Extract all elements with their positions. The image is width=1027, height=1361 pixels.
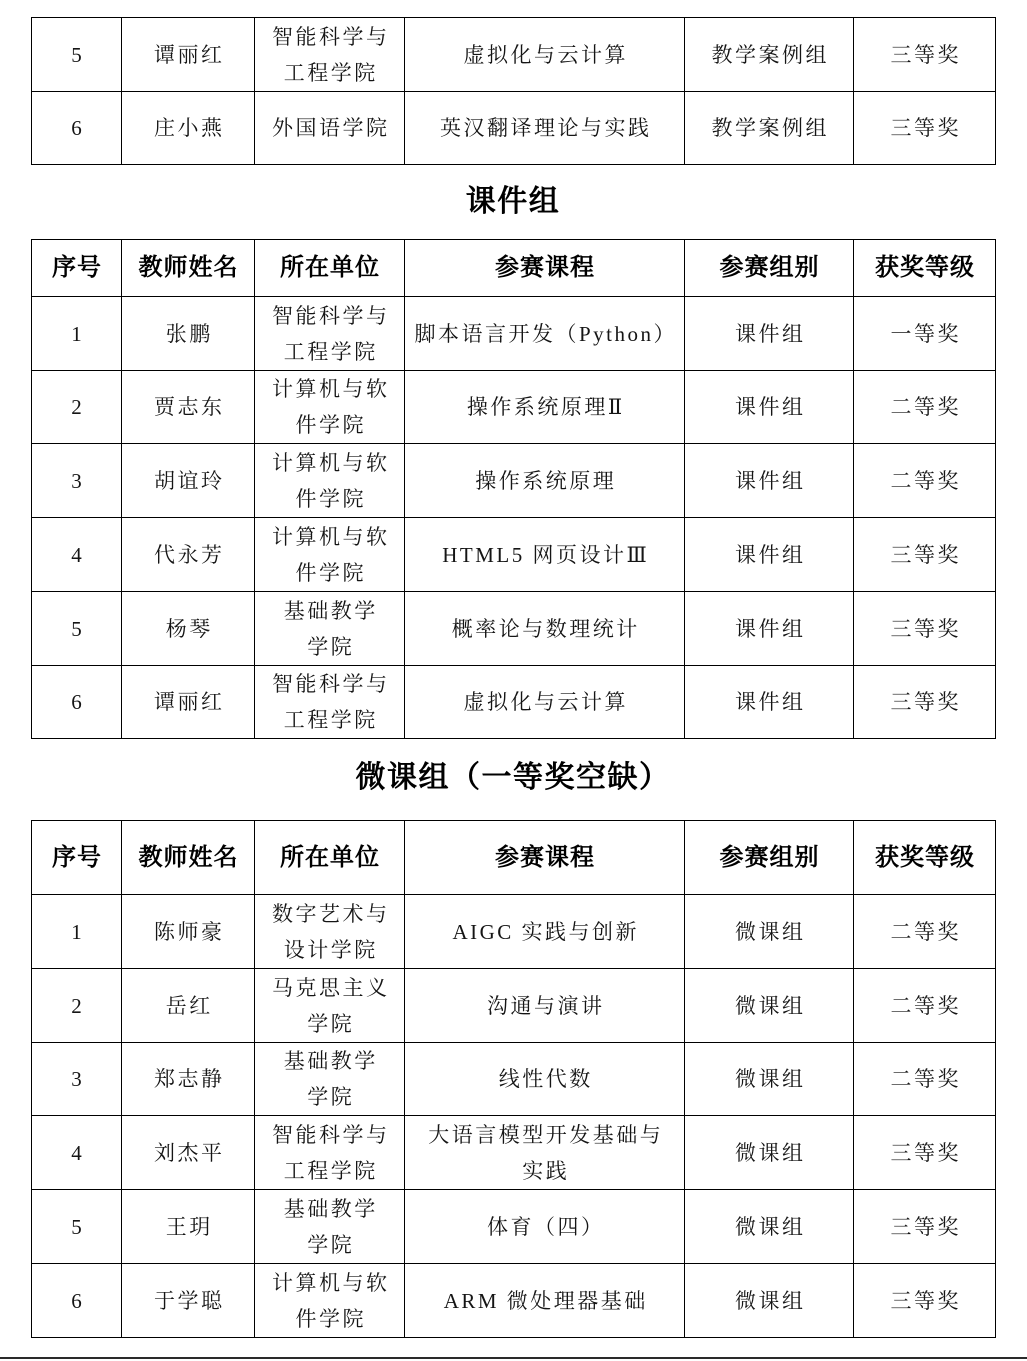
cell-group: 微课组 — [685, 969, 854, 1043]
cell-unit: 基础教学 学院 — [255, 1190, 405, 1264]
header-award: 获奖等级 — [854, 821, 996, 895]
cell-index: 5 — [32, 592, 122, 666]
cell-index: 3 — [32, 1043, 122, 1116]
cell-unit: 基础教学 学院 — [255, 592, 405, 666]
cell-award: 三等奖 — [854, 592, 996, 666]
table-row — [32, 592, 996, 666]
cell-group: 微课组 — [685, 1190, 854, 1264]
cell-award: 二等奖 — [854, 895, 996, 969]
table-row — [32, 371, 996, 444]
cell-unit: 基础教学 学院 — [255, 1043, 405, 1116]
table-row — [32, 1264, 996, 1338]
cell-teacher-name: 谭丽红 — [122, 666, 255, 739]
cell-course: 操作系统原理Ⅱ — [405, 371, 685, 444]
cell-award: 二等奖 — [854, 371, 996, 444]
cell-teacher-name: 张鹏 — [122, 297, 255, 371]
cell-unit: 计算机与软 件学院 — [255, 518, 405, 592]
cell-unit: 马克思主义 学院 — [255, 969, 405, 1043]
cell-award: 二等奖 — [854, 444, 996, 518]
cell-course: AIGC 实践与创新 — [405, 895, 685, 969]
cell-award: 三等奖 — [854, 18, 996, 92]
cell-index: 6 — [32, 666, 122, 739]
table-microcourse — [31, 820, 996, 1338]
cell-index: 5 — [32, 1190, 122, 1264]
header-course: 参赛课程 — [405, 821, 685, 895]
cell-index: 1 — [32, 895, 122, 969]
cell-award: 二等奖 — [854, 969, 996, 1043]
table-row — [32, 518, 996, 592]
cell-teacher-name: 陈师豪 — [122, 895, 255, 969]
table-row — [32, 18, 996, 92]
table-row — [32, 895, 996, 969]
cell-award: 三等奖 — [854, 518, 996, 592]
table-row — [32, 666, 996, 739]
table-header-row — [32, 821, 996, 895]
cell-course: 概率论与数理统计 — [405, 592, 685, 666]
cell-group: 教学案例组 — [685, 92, 854, 165]
cell-group: 课件组 — [685, 518, 854, 592]
cell-teacher-name: 胡谊玲 — [122, 444, 255, 518]
cell-index: 6 — [32, 92, 122, 165]
cell-course: 线性代数 — [405, 1043, 685, 1116]
cell-index: 2 — [32, 371, 122, 444]
table-row — [32, 92, 996, 165]
cell-course: 英汉翻译理论与实践 — [405, 92, 685, 165]
cell-group: 微课组 — [685, 1264, 854, 1338]
table-row — [32, 1116, 996, 1190]
cell-award: 二等奖 — [854, 1043, 996, 1116]
header-group: 参赛组别 — [685, 240, 854, 297]
cell-teacher-name: 刘杰平 — [122, 1116, 255, 1190]
cell-course: 虚拟化与云计算 — [405, 18, 685, 92]
cell-teacher-name: 代永芳 — [122, 518, 255, 592]
section-title-microcourse: 微课组（一等奖空缺） — [355, 761, 671, 794]
cell-teacher-name: 庄小燕 — [122, 92, 255, 165]
cell-group: 课件组 — [685, 371, 854, 444]
cell-group: 微课组 — [685, 1116, 854, 1190]
header-unit: 所在单位 — [255, 240, 405, 297]
cell-index: 5 — [32, 18, 122, 92]
cell-group: 教学案例组 — [685, 18, 854, 92]
table-row — [32, 444, 996, 518]
table-header-row — [32, 240, 996, 297]
cell-award: 三等奖 — [854, 1190, 996, 1264]
cell-index: 4 — [32, 1116, 122, 1190]
cell-unit: 智能科学与 工程学院 — [255, 18, 405, 92]
cell-index: 1 — [32, 297, 122, 371]
header-teacher-name: 教师姓名 — [122, 240, 255, 297]
cell-index: 4 — [32, 518, 122, 592]
cell-unit: 计算机与软 件学院 — [255, 444, 405, 518]
cell-index: 6 — [32, 1264, 122, 1338]
cell-teacher-name: 于学聪 — [122, 1264, 255, 1338]
table-teaching-case-continued — [31, 17, 996, 165]
cell-unit: 外国语学院 — [255, 92, 405, 165]
cell-unit: 计算机与软 件学院 — [255, 1264, 405, 1338]
cell-award: 三等奖 — [854, 666, 996, 739]
cell-group: 微课组 — [685, 895, 854, 969]
page-bottom-rule — [0, 1357, 1027, 1359]
cell-teacher-name: 王玥 — [122, 1190, 255, 1264]
cell-course: 虚拟化与云计算 — [405, 666, 685, 739]
cell-award: 三等奖 — [854, 1264, 996, 1338]
cell-unit: 智能科学与 工程学院 — [255, 666, 405, 739]
cell-course: 大语言模型开发基础与 实践 — [405, 1116, 685, 1190]
cell-unit: 数字艺术与 设计学院 — [255, 895, 405, 969]
cell-teacher-name: 杨琴 — [122, 592, 255, 666]
header-teacher-name: 教师姓名 — [122, 821, 255, 895]
cell-award: 三等奖 — [854, 92, 996, 165]
header-award: 获奖等级 — [854, 240, 996, 297]
cell-course: HTML5 网页设计Ⅲ — [405, 518, 685, 592]
cell-teacher-name: 岳红 — [122, 969, 255, 1043]
cell-group: 课件组 — [685, 297, 854, 371]
header-group: 参赛组别 — [685, 821, 854, 895]
cell-course: 脚本语言开发（Python） — [405, 297, 685, 371]
table-row — [32, 1190, 996, 1264]
cell-teacher-name: 谭丽红 — [122, 18, 255, 92]
cell-unit: 计算机与软 件学院 — [255, 371, 405, 444]
cell-award: 一等奖 — [854, 297, 996, 371]
section-title-courseware: 课件组 — [465, 185, 561, 218]
cell-group: 课件组 — [685, 444, 854, 518]
cell-course: 操作系统原理 — [405, 444, 685, 518]
cell-index: 2 — [32, 969, 122, 1043]
cell-group: 课件组 — [685, 666, 854, 739]
header-index: 序号 — [32, 240, 122, 297]
header-index: 序号 — [32, 821, 122, 895]
cell-unit: 智能科学与 工程学院 — [255, 1116, 405, 1190]
cell-group: 课件组 — [685, 592, 854, 666]
cell-group: 微课组 — [685, 1043, 854, 1116]
cell-course: ARM 微处理器基础 — [405, 1264, 685, 1338]
table-row — [32, 1043, 996, 1116]
cell-unit: 智能科学与 工程学院 — [255, 297, 405, 371]
cell-course: 体育（四） — [405, 1190, 685, 1264]
table-row — [32, 297, 996, 371]
cell-teacher-name: 贾志东 — [122, 371, 255, 444]
table-courseware — [31, 239, 996, 739]
cell-course: 沟通与演讲 — [405, 969, 685, 1043]
cell-index: 3 — [32, 444, 122, 518]
cell-award: 三等奖 — [854, 1116, 996, 1190]
cell-teacher-name: 郑志静 — [122, 1043, 255, 1116]
table-row — [32, 969, 996, 1043]
header-course: 参赛课程 — [405, 240, 685, 297]
header-unit: 所在单位 — [255, 821, 405, 895]
